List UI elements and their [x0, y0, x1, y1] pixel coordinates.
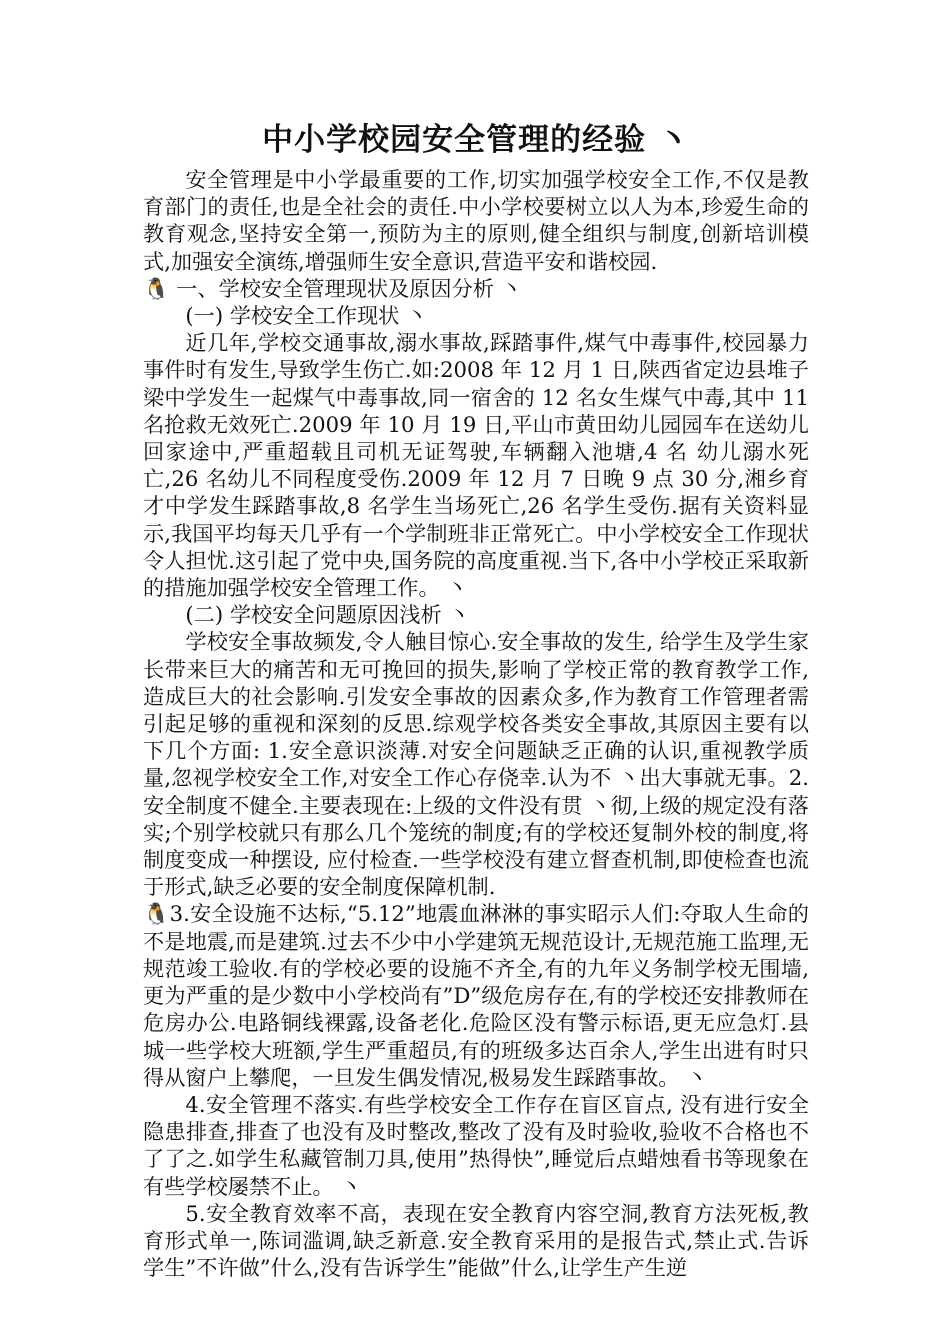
status-paragraph: 近几年,学校交通事故,溺水事故,踩踏事件,煤气中毒事件,校园暴力事件时有发生,导致学生伤亡.如:2008 年 12 月 1 日,陕西省定边县堆子梁中学发生一起煤气中毒事故,同一宿舍的 12 名女生煤气中毒,其中 11 名抢救无效死亡.2009 年 10 月 19 日,平山市黄田幼儿园园车在送幼儿回家途中,严重超载且司机无证驾驶,车辆翻入池塘,4 名 幼儿溺水死亡,26 名幼儿不同程度受伤.2009 年 12 月 7 日晚 9 点 30 分,湘乡育才中学发生踩踏事故,8 名学生当场死亡,26 名学生受伤.据有关资料显示,我国平均每天几乎有一个学制班非正常死亡。中小学校安全工作现状令人担忧.这引起了党中央,国务院的高度重视.当下,各中小学校正采取新的措施加强学校安全管理工作。 丶	[143, 330, 809, 601]
subsection-heading-2: (二) 学校安全问题原因浅析 丶	[185, 602, 470, 628]
education-paragraph: 5.安全教育效率不高，表现在安全教育内容空洞,教育方法死板,教育形式单一,陈词滥调,缺乏新意.安全教育采用的是报告式,禁止式.告诉学生”不许做”什么,没有告诉学生”能做”什么,让学生产生逆	[143, 1200, 809, 1281]
penguin-icon: 🐧	[143, 901, 170, 927]
subsection-heading-1: (一) 学校安全工作现状 丶	[185, 303, 428, 329]
causes-paragraph: 学校安全事故频发,令人触目惊心.安全事故的发生, 给学生及学生家长带来巨大的痛苦和无可挽回的损失,影响了学校正常的教育教学工作,造成巨大的社会影响.引发安全事故的因素众多,作为教育工作管理者需引起足够的重视和深刻的反思.综观学校各类安全事故,其原因主要有以下几个方面: 1.安全意识淡薄.对安全问题缺乏正确的认识,重视教学质量,忽视学校安全工作,对安全工作心存侥幸.认为不 丶出大事就无事。2.安全制度不健全.主要表现在:上级的文件没有贯 丶彻,上级的规定没有落实;个别学校就只有那么几个笼统的制度;有的学校还复制外校的制度,将制度变成一种摆设, 应付检查.一些学校没有建立督查机制,即使检查也流于形式,缺乏必要的安全制度保障机制.	[143, 629, 809, 900]
management-paragraph: 4.安全管理不落实.有些学校安全工作存在盲区盲点, 没有进行安全隐患排查,排查了也没有及时整改,整改了没有及时验收,验收不合格也不了了之.如学生私藏管制刀具,使用”热得快”,睡觉后点蜡烛看书等现象在有些学校屡禁不止。 丶	[143, 1091, 809, 1199]
document-page	[143, 118, 809, 1281]
section-heading-1-text: 一、学校安全管理现状及原因分析 丶	[176, 275, 522, 301]
intro-paragraph: 安全管理是中小学最重要的工作,切实加强学校安全工作,不仅是教育部门的责任,也是全社会的责任.中小学校要树立以人为本,珍爱生命的教育观念,坚持安全第一,预防为主的原则,健全组织与制度,创新培训模式,加强安全演练,增强师生安全意识,营造平安和谐校园.	[143, 167, 809, 274]
section-heading-1	[143, 275, 809, 302]
facilities-paragraph	[143, 900, 809, 1090]
document-title: 中小学校园安全管理的经验 丶	[262, 122, 690, 158]
facilities-paragraph-text: 3.安全设施不达标,“5.12”地震血淋淋的事实昭示人们:夺取人生命的不是地震,而是建筑.过去不少中小学建筑无规范设计,无规范施工监理,无规范竣工验收.有的学校必要的设施不齐全,有的九年义务制学校无围墙,更为严重的是少数中小学校尚有”D”级危房存在,有的学校还安排教师在危房办公.电路铜线裸露,设备老化.危险区没有警示标语,更无应急灯.县城一些学校大班额,学生严重超员,有的班级多达百余人,学生出进有时只得从窗户上攀爬，一旦发生偶发情况,极易发生踩踏事故。 丶	[143, 901, 809, 1090]
penguin-icon: 🐧	[143, 275, 170, 301]
